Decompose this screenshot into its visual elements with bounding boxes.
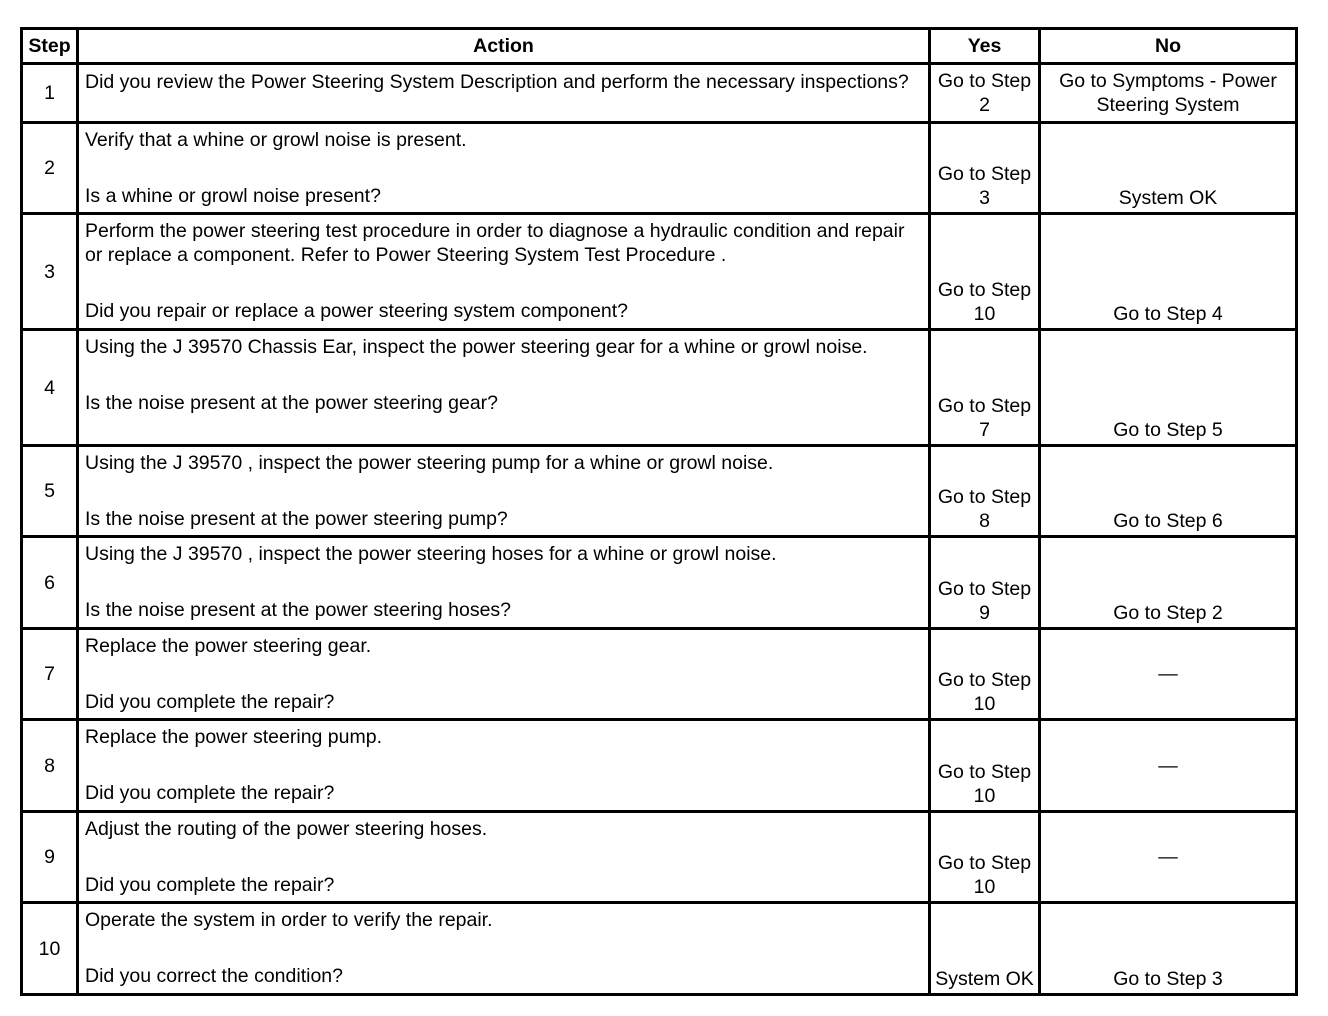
action-question: Did you correct the condition? xyxy=(85,965,343,987)
no-result: Go to Symptoms - Power Steering System xyxy=(1041,65,1298,124)
step-number: 7 xyxy=(23,630,79,721)
action-cell xyxy=(79,721,931,813)
step-number: 9 xyxy=(23,813,79,904)
table-row xyxy=(23,630,1298,721)
action-cell xyxy=(79,124,931,215)
table-row xyxy=(23,904,1298,996)
action-cell xyxy=(79,215,931,331)
diagnostic-table xyxy=(20,27,1298,996)
yes-result: Go to Step 7 xyxy=(931,331,1041,447)
yes-result: Go to Step 2 xyxy=(931,65,1041,124)
action-cell xyxy=(79,65,931,124)
no-result: — xyxy=(1041,721,1298,813)
step-number: 3 xyxy=(23,215,79,331)
table-row xyxy=(23,813,1298,904)
action-instruction: Replace the power steering gear. xyxy=(85,635,372,657)
action-cell xyxy=(79,538,931,630)
no-result: — xyxy=(1041,630,1298,721)
table-row xyxy=(23,215,1298,331)
table-row xyxy=(23,447,1298,538)
yes-result: Go to Step 10 xyxy=(931,215,1041,331)
action-instruction: Did you review the Power Steering System Description and perform the necessary inspections? xyxy=(85,71,909,93)
yes-result: Go to Step 10 xyxy=(931,721,1041,813)
step-number: 4 xyxy=(23,331,79,447)
action-instruction: Using the J 39570 , inspect the power steering pump for a whine or growl noise. xyxy=(85,452,774,474)
action-question: Did you complete the repair? xyxy=(85,782,335,804)
action-question: Is a whine or growl noise present? xyxy=(85,185,381,207)
no-result: — xyxy=(1041,813,1298,904)
no-result: Go to Step 6 xyxy=(1041,447,1298,538)
step-number: 1 xyxy=(23,65,79,124)
header-action: Action xyxy=(79,30,931,65)
no-result: Go to Step 5 xyxy=(1041,331,1298,447)
no-result: System OK xyxy=(1041,124,1298,215)
step-number: 10 xyxy=(23,904,79,996)
no-result: Go to Step 3 xyxy=(1041,904,1298,996)
action-cell xyxy=(79,447,931,538)
table-row xyxy=(23,538,1298,630)
action-instruction: Operate the system in order to verify the repair. xyxy=(85,909,493,931)
action-instruction: Adjust the routing of the power steering hoses. xyxy=(85,818,488,840)
action-question: Is the noise present at the power steering pump? xyxy=(85,508,508,530)
header-step: Step xyxy=(23,30,79,65)
action-question: Did you complete the repair? xyxy=(85,691,335,713)
table-header-row xyxy=(23,30,1298,65)
yes-result: Go to Step 3 xyxy=(931,124,1041,215)
action-question: Is the noise present at the power steering gear? xyxy=(85,392,499,414)
action-question: Did you complete the repair? xyxy=(85,874,335,896)
action-cell xyxy=(79,904,931,996)
yes-result: Go to Step 10 xyxy=(931,630,1041,721)
table-row xyxy=(23,331,1298,447)
action-instruction: Verify that a whine or growl noise is present. xyxy=(85,129,467,151)
no-result: Go to Step 2 xyxy=(1041,538,1298,630)
step-number: 5 xyxy=(23,447,79,538)
yes-result: System OK xyxy=(931,904,1041,996)
action-instruction: Replace the power steering pump. xyxy=(85,726,383,748)
action-question: Is the noise present at the power steering hoses? xyxy=(85,599,512,621)
step-number: 8 xyxy=(23,721,79,813)
action-cell xyxy=(79,630,931,721)
action-instruction: Perform the power steering test procedure in order to diagnose a hydraulic condition and repair or replace a component. Refer to Power Steering System Test Procedure . xyxy=(85,220,905,266)
yes-result: Go to Step 9 xyxy=(931,538,1041,630)
step-number: 6 xyxy=(23,538,79,630)
table-row xyxy=(23,65,1298,124)
no-result: Go to Step 4 xyxy=(1041,215,1298,331)
yes-result: Go to Step 8 xyxy=(931,447,1041,538)
yes-result: Go to Step 10 xyxy=(931,813,1041,904)
action-instruction: Using the J 39570 , inspect the power steering hoses for a whine or growl noise. xyxy=(85,543,777,565)
header-no: No xyxy=(1041,30,1298,65)
step-number: 2 xyxy=(23,124,79,215)
action-cell xyxy=(79,813,931,904)
header-yes: Yes xyxy=(931,30,1041,65)
table-row xyxy=(23,124,1298,215)
action-instruction: Using the J 39570 Chassis Ear, inspect the power steering gear for a whine or growl noise. xyxy=(85,336,868,358)
table-row xyxy=(23,721,1298,813)
action-cell xyxy=(79,331,931,447)
action-question: Did you repair or replace a power steering system component? xyxy=(85,300,629,322)
